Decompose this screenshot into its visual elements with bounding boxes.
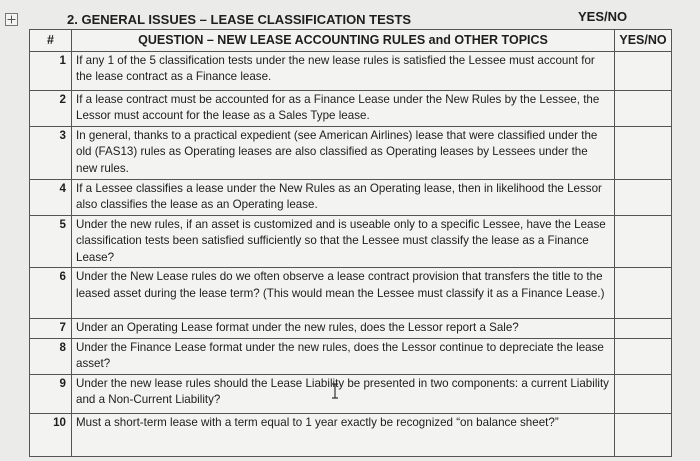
question-cell[interactable]: Under the Finance Lease format under the new rules, does the Lessor continue to depreciate the lease asset? — [72, 338, 615, 374]
answer-cell[interactable] — [615, 338, 672, 374]
row-number: 5 — [30, 215, 72, 268]
answer-cell[interactable] — [615, 51, 672, 90]
question-cell[interactable]: Under an Operating Lease format under the new rules, does the Lessor report a Sale? — [72, 319, 615, 339]
answer-cell[interactable] — [615, 374, 672, 413]
questions-table — [29, 29, 672, 457]
header-question: QUESTION – NEW LEASE ACCOUNTING RULES and OTHER TOPICS — [72, 30, 615, 52]
table-row — [30, 126, 672, 179]
row-number: 9 — [30, 374, 72, 413]
answer-cell[interactable] — [615, 90, 672, 126]
table-row — [30, 90, 672, 126]
row-number: 6 — [30, 268, 72, 319]
table-row — [30, 413, 672, 456]
row-number: 3 — [30, 126, 72, 179]
row-number: 7 — [30, 319, 72, 339]
section-title: 2. GENERAL ISSUES – LEASE CLASSIFICATION TESTS — [67, 12, 412, 27]
question-cell[interactable]: Must a short-term lease with a term equal to 1 year exactly be recognized “on balance sheet?” — [72, 413, 615, 456]
row-number: 10 — [30, 413, 72, 456]
question-cell[interactable]: If any 1 of the 5 classification tests under the new lease rules is satisfied the Lessee must account for the lease contract as a Finance lease. — [72, 51, 615, 90]
table-header-row — [30, 30, 672, 52]
table-row — [30, 179, 672, 215]
row-number: 2 — [30, 90, 72, 126]
header-yes-no: YES/NO — [615, 30, 672, 52]
question-cell[interactable]: Under the new rules, if an asset is customized and is useable only to a specific Lessee, have the Lease classification tests been satisfied sufficiently so that the Lessee must classify the lease as a Finance Lease? — [72, 215, 615, 268]
table-row — [30, 374, 672, 413]
question-cell[interactable]: Under the new lease rules should the Lease Liability be presented in two components: a current Liability and a Non-Current Liability? — [72, 374, 615, 413]
answer-cell[interactable] — [615, 215, 672, 268]
question-cell[interactable]: In general, thanks to a practical expedient (see American Airlines) lease that were classified under the old (FAS13) rules as Operating leases are also classified as Operating leases by Lessees under the new rules. — [72, 126, 615, 179]
table-row — [30, 268, 672, 319]
answer-cell[interactable] — [615, 126, 672, 179]
answer-cell[interactable] — [615, 268, 672, 319]
row-number: 8 — [30, 338, 72, 374]
answer-cell[interactable] — [615, 179, 672, 215]
table-row — [30, 215, 672, 268]
question-cell[interactable]: If a Lessee classifies a lease under the New Rules as an Operating lease, then in likelihood the Lessor also classifies the lease as an Operating lease. — [72, 179, 615, 215]
row-number: 4 — [30, 179, 72, 215]
answer-cell[interactable] — [615, 319, 672, 339]
header-number: # — [30, 30, 72, 52]
table-move-handle-icon[interactable] — [5, 13, 18, 26]
row-number: 1 — [30, 51, 72, 90]
yes-no-label: YES/NO — [578, 9, 628, 24]
table-row — [30, 319, 672, 339]
question-cell[interactable]: Under the New Lease rules do we often observe a lease contract provision that transfers the title to the leased asset during the lease term? (This would mean the Lessee must classify it as a Finance Lease.) — [72, 268, 615, 319]
table-row — [30, 338, 672, 374]
question-cell[interactable]: If a lease contract must be accounted for as a Finance Lease under the New Rules by the Lessee, the Lessor must account for the lease as a Sales Type lease. — [72, 90, 615, 126]
answer-cell[interactable] — [615, 413, 672, 456]
table-row — [30, 51, 672, 90]
